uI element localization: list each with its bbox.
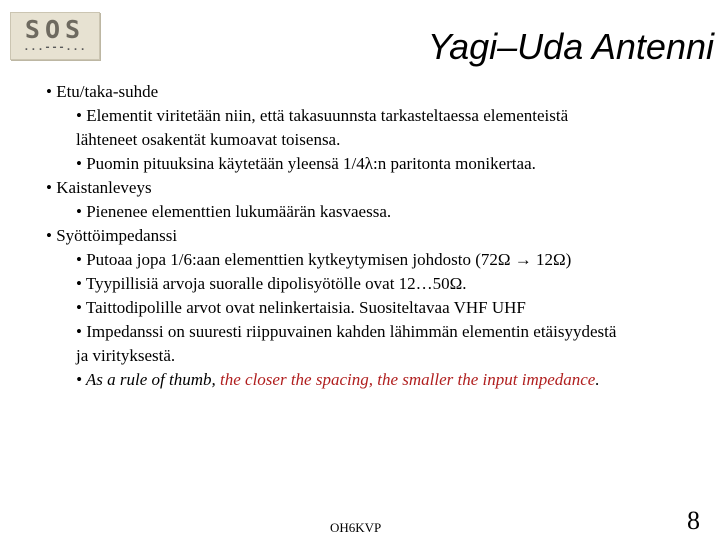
bullet-bandwidth: • Kaistanleveys — [46, 178, 152, 197]
page-number: 8 — [687, 506, 700, 535]
sub-bullet: • Pienenee elementtien lukumäärän kasvaessa. — [76, 202, 392, 221]
sub-bullet: • Puomin pituuksina käytetään yleensä 1/4λ:n paritonta monikertaa. — [76, 154, 536, 173]
rule-of-thumb — [46, 368, 626, 392]
sub-bullet: • Elementit viritetään niin, että takasuunnsta tarkasteltaessa elementeistä lähteneet osakentät kumoavat toisensa. — [76, 106, 569, 149]
rule-emphasis: the closer the spacing, the smaller the input impedance — [220, 370, 596, 389]
sub-bullet: • Tyypillisiä arvoja suoralle dipolisyötölle ovat 12…50Ω. — [76, 274, 467, 293]
footer-callsign: OH6KVP — [330, 520, 382, 535]
bullet-front-back-ratio: • Etu/taka-suhde — [46, 82, 159, 101]
logo-morse-code: ...---... — [23, 42, 87, 53]
rule-prefix: • As a rule of thumb, — [76, 370, 221, 389]
sub-bullet: • Taittodipolille arvot ovat nelinkertaisia. Suositeltavaa VHF UHF — [76, 298, 526, 317]
bullet-feed-impedance: • Syöttöimpedanssi — [46, 226, 178, 245]
sub-bullet: • Impedanssi on suuresti riippuvainen kahden lähimmän elementin etäisyydestä ja virityksestä. — [76, 322, 617, 365]
sub-bullet: • Putoaa jopa 1/6:aan elementtien kytkeytymisen johdosto (72Ω → 12Ω) — [76, 250, 572, 269]
slide-title: Yagi–Uda Antenni — [427, 26, 714, 67]
sos-logo — [10, 12, 100, 60]
slide-content — [46, 80, 626, 392]
logo-text: SOS — [24, 15, 86, 44]
rule-suffix: . — [595, 370, 600, 389]
